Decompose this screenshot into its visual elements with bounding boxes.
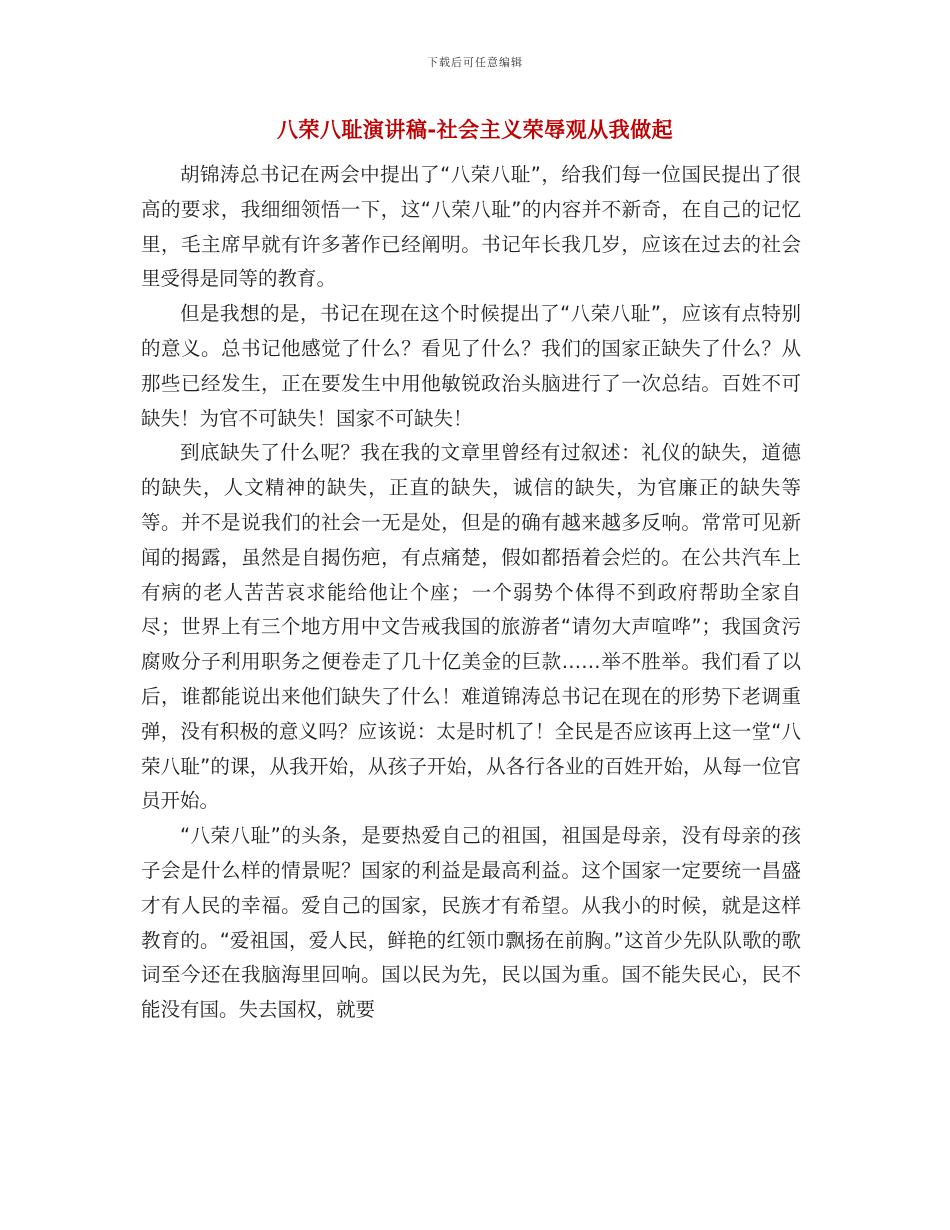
paragraph-2: 但是我想的是，书记在现在这个时候提出了“八荣八耻”，应该有点特别的意义。总书记他感觉了什么？看见了什么？我们的国家正缺失了什么？从那些已经发生，正在要发生中用他敏锐政治头脑进行了一次总结。百姓不可缺失！为官不可缺失！国家不可缺失！ <box>141 302 801 430</box>
paragraph-4: “八荣八耻”的头条，是要热爱自己的祖国，祖国是母亲，没有母亲的孩子会是什么样的情景呢？国家的利益是最高利益。这个国家一定要统一昌盛才有人民的幸福。爱自己的国家，民族才有希望。从我小的时候，就是这样教育的。“爱祖国，爱人民，鲜艳的红领巾飘扬在前胸。”这首少先队队歌的歌词至今还在我脑海里回响。国以民为先，民以国为重。国不能失民心，民不能没有国。失去国权，就要 <box>141 824 801 1022</box>
document-body <box>141 158 801 1028</box>
header-note: 下载后可任意编辑 <box>427 56 523 69</box>
paragraph-1: 胡锦涛总书记在两会中提出了“八荣八耻”，给我们每一位国民提出了很高的要求，我细细领悟一下，这“八荣八耻”的内容并不新奇，在自己的记忆里，毛主席早就有许多著作已经阐明。书记年长我几岁，应该在过去的社会里受得是同等的教育。 <box>141 163 801 291</box>
paragraph-3: 到底缺失了什么呢？我在我的文章里曾经有过叙述：礼仪的缺失，道德的缺失，人文精神的缺失，正直的缺失，诚信的缺失，为官廉正的缺失等等。并不是说我们的社会一无是处，但是的确有越来越多反响。常常可见新闻的揭露，虽然是自揭伤疤，有点痛楚，假如都捂着会烂的。在公共汽车上有病的老人苦苦哀求能给他让个座；一个弱势个体得不到政府帮助全家自尽；世界上有三个地方用中文告戒我国的旅游者“请勿大声喧哗”；我国贪污腐败分子利用职务之便卷走了几十亿美金的巨款……举不胜举。我们看了以后，谁都能说出来他们缺失了什么！难道锦涛总书记在现在的形势下老调重弹，没有积极的意义吗？应该说：太是时机了！全民是否应该再上这一堂“八荣八耻”的课，从我开始，从孩子开始，从各行各业的百姓开始，从每一位官员开始。 <box>141 441 801 813</box>
document-title: 八荣八耻演讲稿-社会主义荣辱观从我做起 <box>276 118 674 142</box>
